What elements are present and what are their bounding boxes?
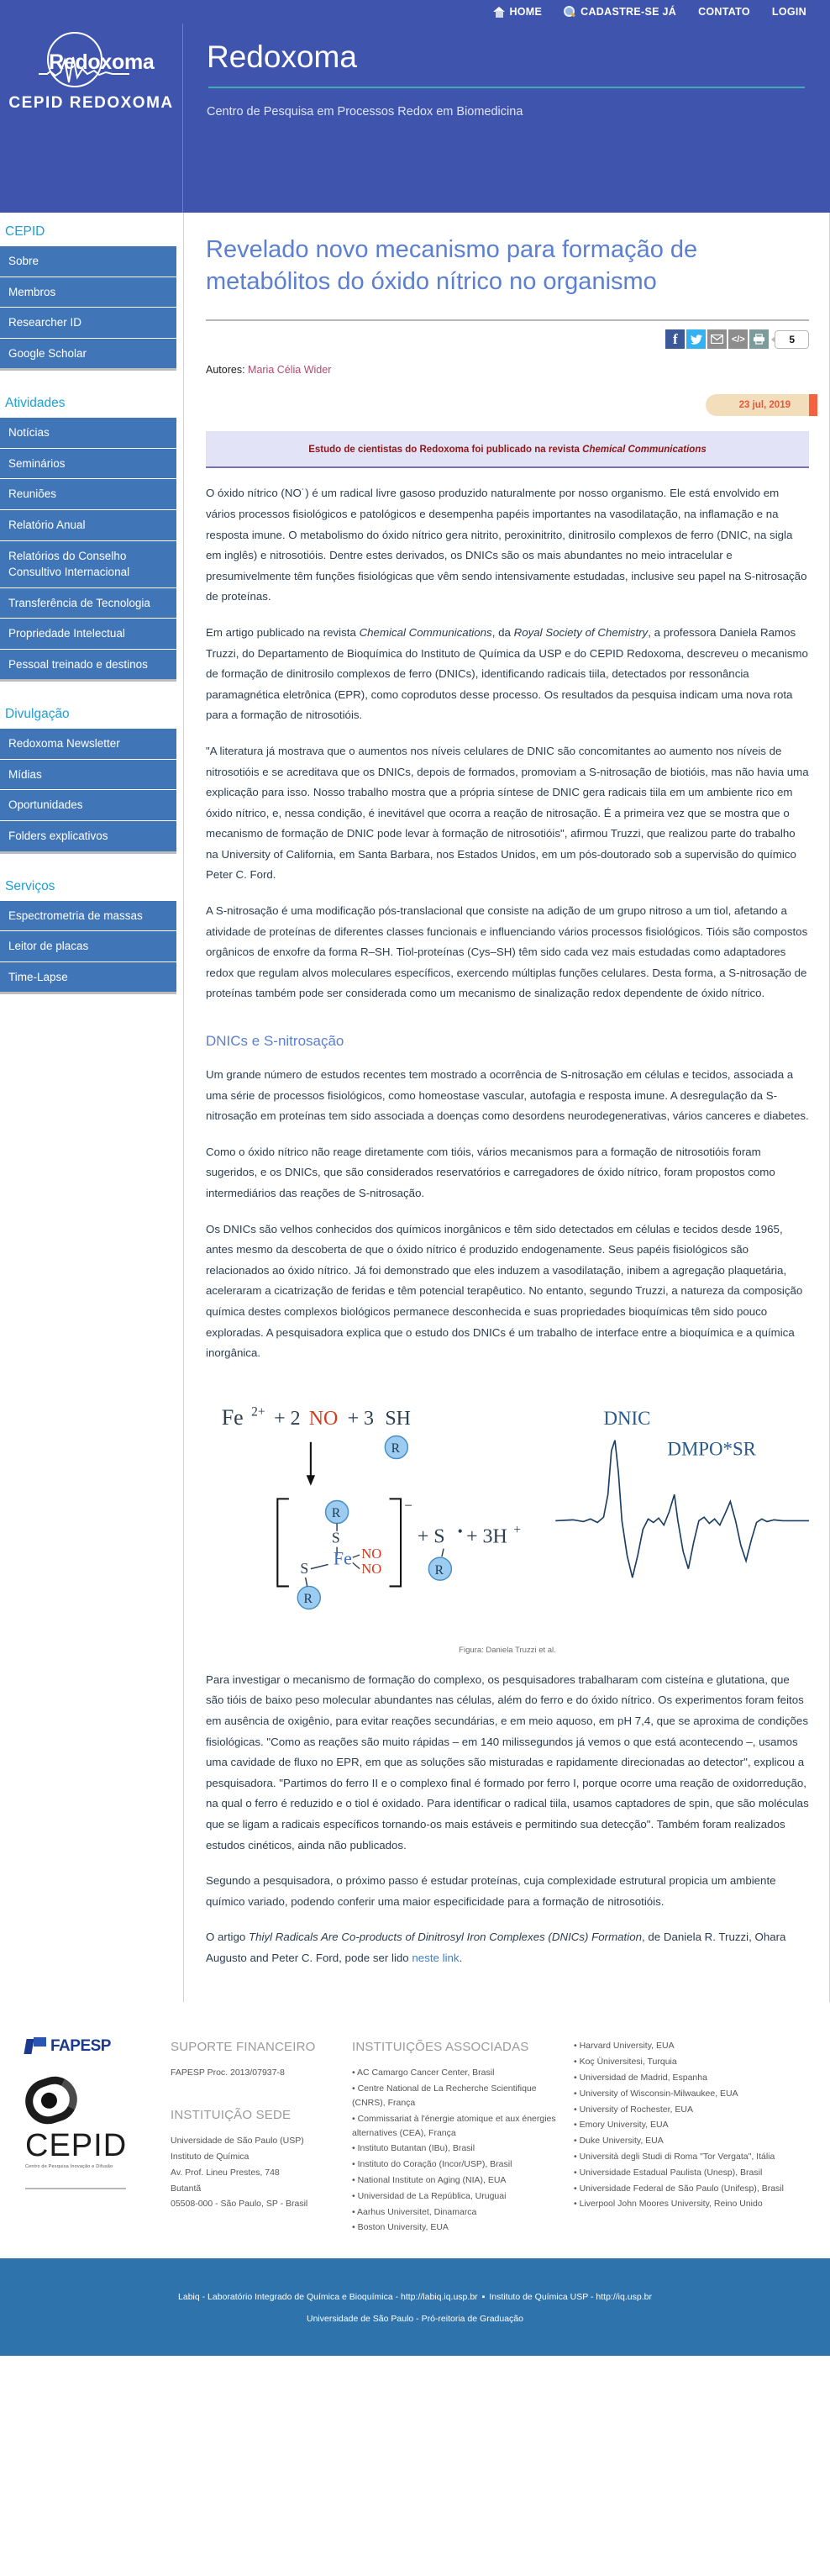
site-title: Redoxoma (207, 40, 357, 74)
fapesp-mark-icon (25, 2037, 47, 2056)
nav-cadastre-label: CADASTRE-SE JÁ (580, 6, 677, 18)
footer-column-institutions (352, 2037, 560, 2236)
p2-rest: , a professora Daniela Ramos Truzzi, do Departamento de Bioquímica do Instituto de Química da USP e do CEPID Redoxoma, descreveu o mecanismo de formação de dinitrosilo complexos de ferro (DNICs), identificando radicais tiila, detectados por ressonância paramagnética eletrônica (EPR), como coprodutos desse processo. Os resultados da pesquisa indicam uma nova rota para a formação de nitrosotióis. (206, 625, 808, 722)
callout-journal: Chemical Communications (582, 445, 707, 456)
cepid-eye-icon (19, 2071, 83, 2131)
p2-prefix: Em artigo publicado na revista (206, 625, 360, 639)
sidebar-group-cepid (0, 213, 176, 371)
footer-divider (25, 2188, 126, 2189)
footer-labiq-link[interactable]: Labiq - Laboratório Integrado de Química e Bioquímica - http://labiq.iq.usp.br (178, 2292, 478, 2303)
callout-prefix: Estudo de cientistas do Redoxoma foi publicado na revista (308, 445, 583, 456)
footer (0, 2002, 830, 2258)
sidebar (0, 213, 183, 2002)
sidebar-item-google-scholar[interactable]: Google Scholar (0, 339, 176, 369)
final-prefix: O artigo (206, 1931, 249, 1944)
sidebar-heading-divulgacao: Divulgação (5, 707, 70, 722)
footer-inst-item: • National Institute on Aging (NIA), EUA (352, 2175, 507, 2186)
final-end: . (459, 1951, 463, 1964)
svg-text:+ S: + S (417, 1525, 445, 1548)
email-share-icon[interactable] (707, 329, 727, 349)
sidebar-group-divulgacao (0, 695, 176, 853)
svg-text:NO: NO (308, 1407, 339, 1430)
page-body (0, 213, 830, 2002)
footer-iq-link[interactable]: Instituto de Química USP - http://iq.usp.br (489, 2292, 652, 2303)
sidebar-heading-servicos: Serviços (5, 878, 55, 893)
author-link[interactable]: Maria Célia Wider (248, 364, 332, 377)
footer-inst-item: • Boston University, EUA (352, 2222, 449, 2233)
footer-inst-item: • Instituto do Coração (Incor/USP), Brasil (352, 2159, 512, 2170)
svg-text:2+: 2+ (251, 1404, 265, 1420)
paragraph-5: Um grande número de estudos recentes tem mostrado a ocorrência de S-nitrosação em células e tecidos, associada a uma série de processos fisiológicos, como homeostase vascular, autofagia e resposta imune. A desregulação da S-nitrosação em proteínas tem sido associada a doenças como desordens neurodegenerativas, vários canceres e diabetes. (206, 1068, 809, 1123)
sidebar-item-pessoal-treinado[interactable]: Pessoal treinado e destinos (0, 650, 176, 680)
footer-inst-item: • Duke University, EUA (574, 2136, 664, 2147)
paragraph-1: O óxido nítrico (NO˙) é um radical livre gasoso produzido naturalmente por nosso organismo. Ele está envolvido em vários processos fisiológicos e patológicos e desempenha papéis importantes na vasodilatação, na inflamação e na resposta imune. O metabolismo do óxido nítrico gera nitrito, peroxinitrito, dinitrosilo complexos de ferro (DNIC, na sigla em inglês) e nitrosotióis. Dentre estes derivados, os DNICs são os mais abundantes no meio intracelular e presumivelmente têm funções fisiológicas que vêm sendo intensivamente estudadas, inclusive seu papel na S-nitrosação de proteínas. (206, 487, 807, 603)
svg-text:+ 3H: + 3H (466, 1525, 507, 1548)
footer-inst-item: • University of Rochester, EUA (574, 2104, 693, 2115)
sidebar-item-reunioes[interactable]: Reuniões (0, 479, 176, 510)
footer-fapesp-proc: FAPESP Proc. 2013/07937-8 (171, 2068, 285, 2078)
title-divider (208, 87, 805, 88)
svg-text:R: R (331, 1505, 341, 1520)
paragraph-2 (206, 623, 809, 726)
site-title-block (183, 24, 830, 213)
sidebar-item-seminarios[interactable]: Seminários (0, 449, 176, 480)
svg-text:Fe: Fe (221, 1404, 244, 1430)
nav-contato-label: CONTATO (698, 6, 750, 18)
footer-inst-item: • Università degli Studi di Roma "Tor Vergata", Itália (574, 2152, 775, 2162)
publish-date-row (206, 394, 809, 416)
svg-text:•: • (457, 1522, 463, 1540)
final-mid: , de Daniela R. Truzzi, Ohara Augusto and Peter C. Ford, pode ser lido (206, 1931, 786, 1964)
sidebar-heading-atividades: Atividades (5, 396, 66, 411)
footer-bottom-line-1 (0, 2292, 830, 2302)
svg-text:R: R (303, 1591, 313, 1606)
svg-text:S: S (300, 1559, 309, 1577)
site-subtitle: Centro de Pesquisa em Processos Redox em Biomedicina (207, 104, 523, 119)
svg-text:R: R (434, 1562, 444, 1578)
fapesp-wordmark: FAPESP (50, 2037, 111, 2056)
footer-inst-item: • Emory University, EUA (574, 2120, 669, 2131)
fapesp-logo[interactable] (25, 2037, 157, 2056)
embed-code-icon[interactable]: </> (728, 329, 748, 349)
sidebar-item-membros[interactable]: Membros (0, 277, 176, 308)
svg-text:S: S (331, 1529, 340, 1546)
footer-inst-item: • Harvard University, EUA (574, 2041, 675, 2052)
sidebar-group-atividades (0, 384, 176, 682)
footer-bottom-line-2: Universidade de São Paulo - Pró-reitoria de Graduação (307, 2314, 523, 2325)
final-link[interactable]: neste link (412, 1951, 460, 1964)
nav-home[interactable] (493, 6, 542, 18)
paragraph-final (206, 1927, 809, 1968)
authors-label: Autores: (206, 364, 249, 377)
sidebar-list-servicos (0, 901, 176, 995)
p2-mid: , da (491, 625, 514, 639)
paragraph-3: "A literatura já mostrava que o aumentos nos níveis celulares de DNIC são concomitantes ao aumento nos níveis de nitrosotióis e se acreditava que os DNICs, depois de formados, promoviam a S-nitrosação de biotióis, mas não havia uma explicação para isso. Nosso trabalho mostra que a própria síntese de DNIC gera radicais tiila em um ambiente rico em óxido nítrico, e, nessa condição, é inevitável que ocorra a reação de nitrosação. É a primeira vez que se mostra que o mecanismo de formação de DNIC pode levar à formação de nitrosotióis", afirmou Truzzi, que realizou parte do trabalho na University of California, em Santa Barbara, nos Estados Unidos, em um pós-doutorado sob a supervisão do químico Peter C. Ford. (206, 744, 809, 882)
nav-cadastre[interactable] (564, 6, 676, 18)
svg-text:+: + (513, 1522, 522, 1537)
footer-inst-item: • Universidad de Madrid, Espanha (574, 2073, 707, 2083)
svg-text:R: R (391, 1441, 401, 1456)
svg-text:DMPO*SR: DMPO*SR (667, 1438, 756, 1460)
paragraph-9: Segundo a pesquisadora, o próximo passo é estudar proteínas, cuja complexidade estrutural propicia um ambiente químico variado, podendo conferir uma maior especificidade para a formação de nitrosotióis. (206, 1874, 776, 1908)
footer-sep: ▪ (481, 2292, 486, 2303)
share-bar (206, 319, 809, 349)
sidebar-heading-cepid: CEPID (5, 224, 45, 239)
callout-text (308, 445, 707, 455)
share-buttons (665, 329, 770, 349)
svg-text:NO: NO (361, 1560, 382, 1577)
article-content (183, 213, 830, 2002)
sidebar-list-atividades (0, 418, 176, 682)
sidebar-item-oportunidades[interactable]: Oportunidades (0, 790, 176, 821)
print-icon[interactable] (749, 329, 769, 349)
footer-addr-2: Instituto de Química (171, 2152, 250, 2162)
publish-date-badge: 23 jul, 2019 (706, 394, 809, 416)
footer-inst-item: • Universidade Estadual Paulista (Unesp), Brasil (574, 2167, 763, 2178)
svg-text:NO: NO (361, 1545, 382, 1562)
twitter-share-icon[interactable] (686, 329, 706, 349)
reaction-scheme-and-epr-spectrum (206, 1386, 809, 1638)
footer-column-support (171, 2037, 339, 2236)
share-count-badge: 5 (775, 330, 809, 349)
nav-contato[interactable] (698, 6, 750, 18)
p2-society: Royal Society of Chemistry (513, 625, 649, 639)
svg-text:DNIC: DNIC (603, 1407, 651, 1429)
footer-bottom-bar (0, 2258, 830, 2356)
site-logo-block[interactable] (0, 24, 183, 213)
footer-inst-item: • Instituto Butantan (IBu), Brasil (352, 2143, 475, 2154)
footer-heading-suporte: SUPORTE FINANCEIRO (171, 2040, 316, 2055)
footer-inst-item: • Koç Üniversitesi, Turquia (574, 2057, 677, 2068)
sidebar-list-cepid (0, 246, 176, 371)
svg-text:SH: SH (385, 1407, 411, 1430)
sidebar-item-sobre[interactable]: Sobre (0, 246, 176, 277)
cepid-tagline: Centro de Pesquisa Inovação e Difusão (25, 2164, 113, 2170)
sidebar-item-noticias[interactable]: Notícias (0, 418, 176, 449)
redoxoma-logo (29, 30, 155, 92)
footer-inst-item: • Commissariat à l'énergie atomique et aux énergies alternatives (CEA), França (352, 2113, 556, 2138)
logo-wordmark: Redoxoma (49, 50, 155, 74)
sidebar-item-relatorios-conselho[interactable]: Relatórios do Conselho Consultivo Internacional (0, 541, 176, 588)
article-authors (206, 364, 809, 376)
logo-subtitle: CEPID REDOXOMA (8, 94, 174, 112)
footer-column-institutions-2 (574, 2037, 812, 2236)
footer-logos (18, 2037, 157, 2236)
nav-home-label: HOME (509, 6, 543, 18)
sidebar-item-newsletter[interactable]: Redoxoma Newsletter (0, 729, 176, 760)
article-callout (206, 431, 809, 468)
p2-journal: Chemical Communications (359, 625, 492, 639)
footer-inst-item: • Centre National de La Recherche Scientifique (CNRS), França (352, 2083, 537, 2109)
svg-text:+ 2: + 2 (274, 1407, 301, 1430)
footer-inst-item: • Liverpool John Moores University, Reino Unido (574, 2199, 763, 2210)
section-heading-dnics: DNICs e S-nitrosação (206, 1033, 344, 1050)
paragraph-8: Para investigar o mecanismo de formação do complexo, os pesquisadores trabalharam com cisteína e glutationa, que são tióis de baixo peso molecular abundantes nas células, além do ferro e do óxido nítrico. Os experimentos foram feitos em ausência de oxigênio, para evitar reações secundárias, e em meio aquoso, em pH 7,4, que se aproxima de condições fisiológicas. "Como as reações são muito rápidas – em 140 milissegundos já vemos o que está acontecendo –, usamos uma cavidade de fluxo no EPR, em que as soluções são misturadas e rapidamente direcionadas ao detector", explicou a pesquisadora. "Partimos do ferro II e o complexo final é formado por ferro I, porque ocorre uma reação de oxidorredução, na qual o ferro é reduzido e o tiol é oxidado. Para identificar o radical tiila, usamos captadores de spin, que são moléculas que se ligam a radicais específicos tornando-os mais estáveis e permitindo sua detecção". Também foram realizados estudos cinéticos, ainda não publicados. (206, 1673, 809, 1852)
paragraph-4: A S-nitrosação é uma modificação pós-translacional que consiste na adição de um grupo nitroso a um tiol, afetando a atividade de proteínas de diferentes classes funcionais e influenciando vários processos fisiológicos. Tióis são compostos orgânicos de enxofre da forma R–SH. Tiol-proteínas (Cys–SH) têm sido cada vez mais estudadas como adaptadores redox que regulam alvos moleculares específicos, exercendo múltiplas funções celulares. Desta forma, a S-nitrosação de proteínas também pode ser considerada como um mecanismo de sinalização redox dependente de óxido nítrico. (206, 904, 808, 1000)
footer-heading-instituicao: INSTITUIÇÃO SEDE (171, 2108, 292, 2123)
home-icon (493, 7, 505, 18)
figure-caption: Figura: Daniela Truzzi et al. (459, 1645, 556, 1655)
footer-addr-3: Av. Prof. Lineu Prestes, 748 (171, 2167, 280, 2178)
sidebar-item-folders[interactable]: Folders explicativos (0, 821, 176, 851)
facebook-share-icon[interactable]: f (665, 329, 685, 349)
page-title: Revelado novo mecanismo para formação de metabólitos do óxido nítrico no organismo (206, 236, 698, 295)
footer-inst-item: • Universidad de La República, Uruguai (352, 2190, 507, 2201)
cepid-wordmark: CEPID (25, 2128, 128, 2164)
cepid-logo[interactable] (25, 2078, 157, 2169)
search-icon (564, 6, 576, 18)
footer-addr-1: Universidade de São Paulo (USP) (171, 2136, 304, 2147)
sidebar-item-transferencia-tecnologia[interactable]: Transferência de Tecnologia (0, 588, 176, 619)
site-header-banner (0, 24, 830, 213)
svg-text:–: – (405, 1497, 412, 1512)
sidebar-item-researcher-id[interactable]: Researcher ID (0, 308, 176, 339)
nav-login-label: LOGIN (771, 6, 806, 18)
sidebar-item-espectrometria[interactable]: Espectrometria de massas (0, 901, 176, 932)
article-figure (206, 1386, 809, 1655)
footer-addr-4: Butantã (171, 2183, 202, 2194)
sidebar-list-divulgacao (0, 729, 176, 853)
footer-inst-item: • University of Wisconsin-Milwaukee, EUA (574, 2088, 738, 2099)
footer-inst-item: • AC Camargo Cancer Center, Brasil (352, 2068, 495, 2078)
sidebar-item-leitor-placas[interactable]: Leitor de placas (0, 931, 176, 962)
sidebar-item-relatorio-anual[interactable]: Relatório Anual (0, 510, 176, 541)
footer-heading-instituicoes: INSTITUIÇÕES ASSOCIADAS (352, 2040, 529, 2055)
svg-text:Fe: Fe (333, 1548, 352, 1569)
footer-addr-5: 05508-000 - São Paulo, SP - Brasil (171, 2199, 308, 2210)
final-article-title: Thiyl Radicals Are Co-products of Dinitrosyl Iron Complexes (DNICs) Formation (249, 1931, 642, 1944)
svg-text:+ 3: + 3 (347, 1407, 375, 1430)
sidebar-item-time-lapse[interactable]: Time-Lapse (0, 962, 176, 993)
footer-inst-item: • Universidade Federal de São Paulo (Unifesp), Brasil (574, 2183, 784, 2194)
top-navigation-bar (0, 0, 830, 24)
paragraph-6: Como o óxido nítrico não reage diretamente com tióis, vários mecanismos para a formação de nitrosotióis foram sugeridos, e os DNICs, que são considerados reservatórios e carregadores de óxido nítrico, foram propostos como intermediários das reações de S-nitrosação. (206, 1145, 775, 1199)
sidebar-item-propriedade-intelectual[interactable]: Propriedade Intelectual (0, 619, 176, 650)
nav-login[interactable] (772, 6, 806, 18)
sidebar-item-midias[interactable]: Mídias (0, 760, 176, 791)
footer-inst-item: • Aarhus Universitet, Dinamarca (352, 2206, 477, 2217)
sidebar-group-servicos (0, 867, 176, 995)
paragraph-7: Os DNICs são velhos conhecidos dos químicos inorgânicos e têm sido detectados em células e tecidos desde 1965, antes mesmo da descoberta de que o óxido nítrico é produzido endogenamente. Seus papéis fisiológicos são relacionados ao óxido nítrico. Já foi demonstrado que eles induzem a vasodilatação, inibem a agregação plaquetária, aceleraram a cicatrização de feridas e têm potencial terapêutico. No entanto, segundo Truzzi, a natureza da composição química destes complexos biológicos permanece desconhecida e suas propriedades bioquímicas têm sido pouco exploradas. A pesquisadora explica que o estudo dos DNICs é um trabalho de interface entre a bioquímica e a química inorgânica. (206, 1222, 803, 1360)
